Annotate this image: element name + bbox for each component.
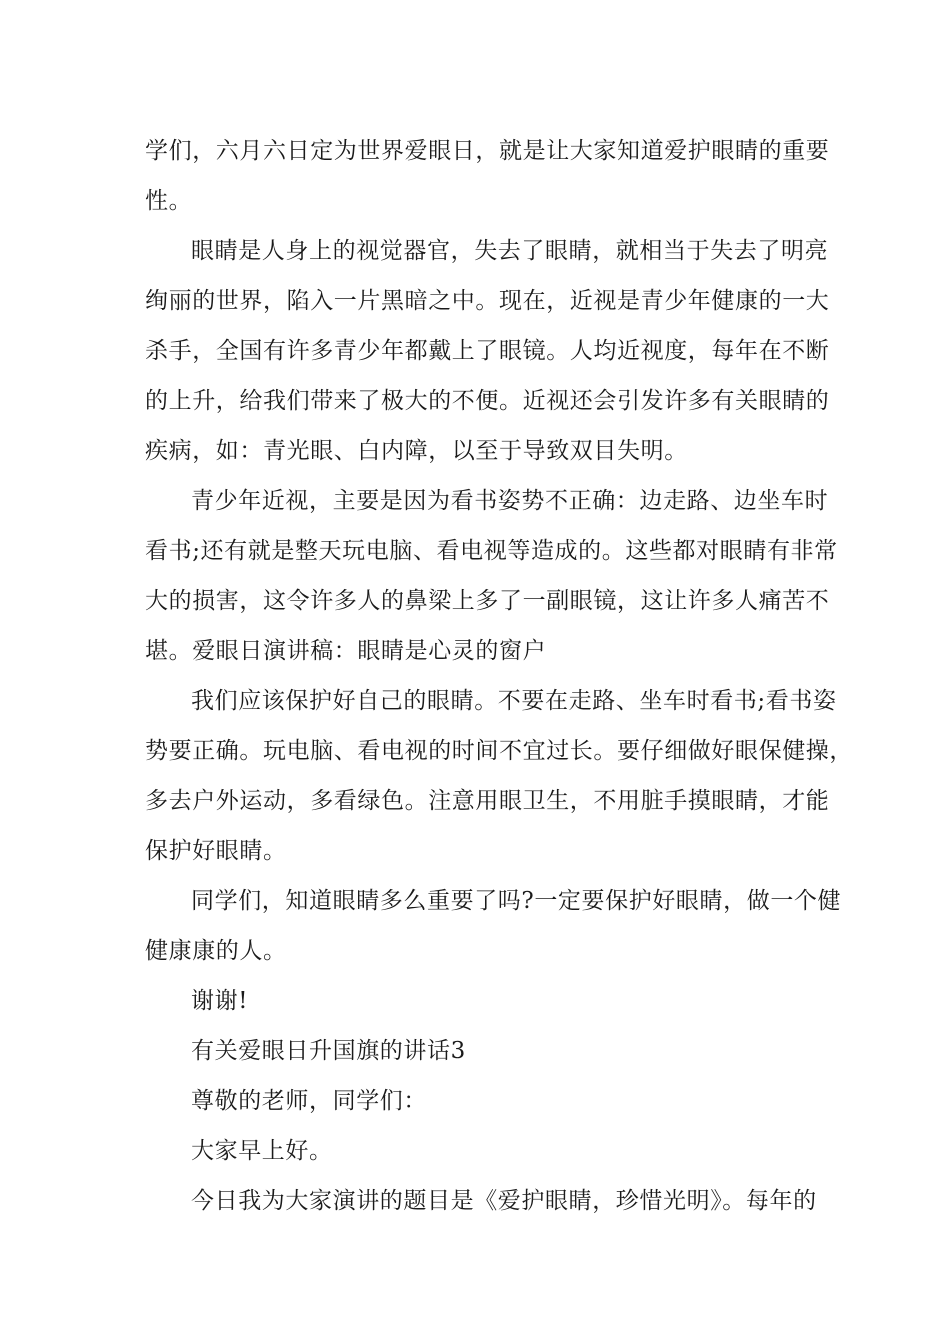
salutation: 尊敬的老师，同学们：	[191, 1088, 427, 1114]
text-line: 疾病，如：青光眼、白内障，以至于导致双目失明。	[145, 438, 688, 464]
paragraph-first-line: 青少年近视，主要是因为看书姿势不正确：边走路、边坐车时	[191, 488, 829, 514]
section-heading: 有关爱眼日升国旗的讲话3	[191, 1038, 466, 1064]
closing-thanks: 谢谢!	[191, 988, 249, 1014]
paragraph-first-line: 今日我为大家演讲的题目是《爱护眼睛，珍惜光明》。每年的	[191, 1188, 817, 1214]
text-line: 的上升，给我们带来了极大的不便。近视还会引发许多有关眼睛的	[145, 388, 830, 414]
text-line: 绚丽的世界，陷入一片黑暗之中。现在，近视是青少年健康的一大	[145, 288, 830, 314]
text-line: 性。	[145, 188, 193, 214]
text-line: 大的损害，这令许多人的鼻梁上多了一副眼镜，这让许多人痛苦不	[145, 588, 830, 614]
text-line: 看书;还有就是整天玩电脑、看电视等造成的。这些都对眼睛有非常	[145, 538, 838, 564]
paragraph-first-line: 同学们，知道眼睛多么重要了吗?一定要保护好眼睛，做一个健	[191, 888, 842, 914]
paragraph-first-line: 我们应该保护好自己的眼睛。不要在走路、坐车时看书;看书姿	[191, 688, 837, 714]
text-line: 堪。爱眼日演讲稿：眼睛是心灵的窗户	[145, 638, 547, 664]
text-line: 杀手，全国有许多青少年都戴上了眼镜。人均近视度，每年在不断	[145, 338, 830, 364]
text-line: 学们，六月六日定为世界爱眼日，就是让大家知道爱护眼睛的重要	[145, 138, 830, 164]
text-line: 多去户外运动，多看绿色。注意用眼卫生，不用脏手摸眼睛，才能	[145, 788, 830, 814]
text-line: 健康康的人。	[145, 938, 287, 964]
text-line: 势要正确。玩电脑、看电视的时间不宜过长。要仔细做好眼保健操，	[145, 738, 853, 764]
greeting: 大家早上好。	[191, 1138, 333, 1164]
paragraph-first-line: 眼睛是人身上的视觉器官，失去了眼睛，就相当于失去了明亮	[191, 238, 829, 264]
text-line: 保护好眼睛。	[145, 838, 287, 864]
